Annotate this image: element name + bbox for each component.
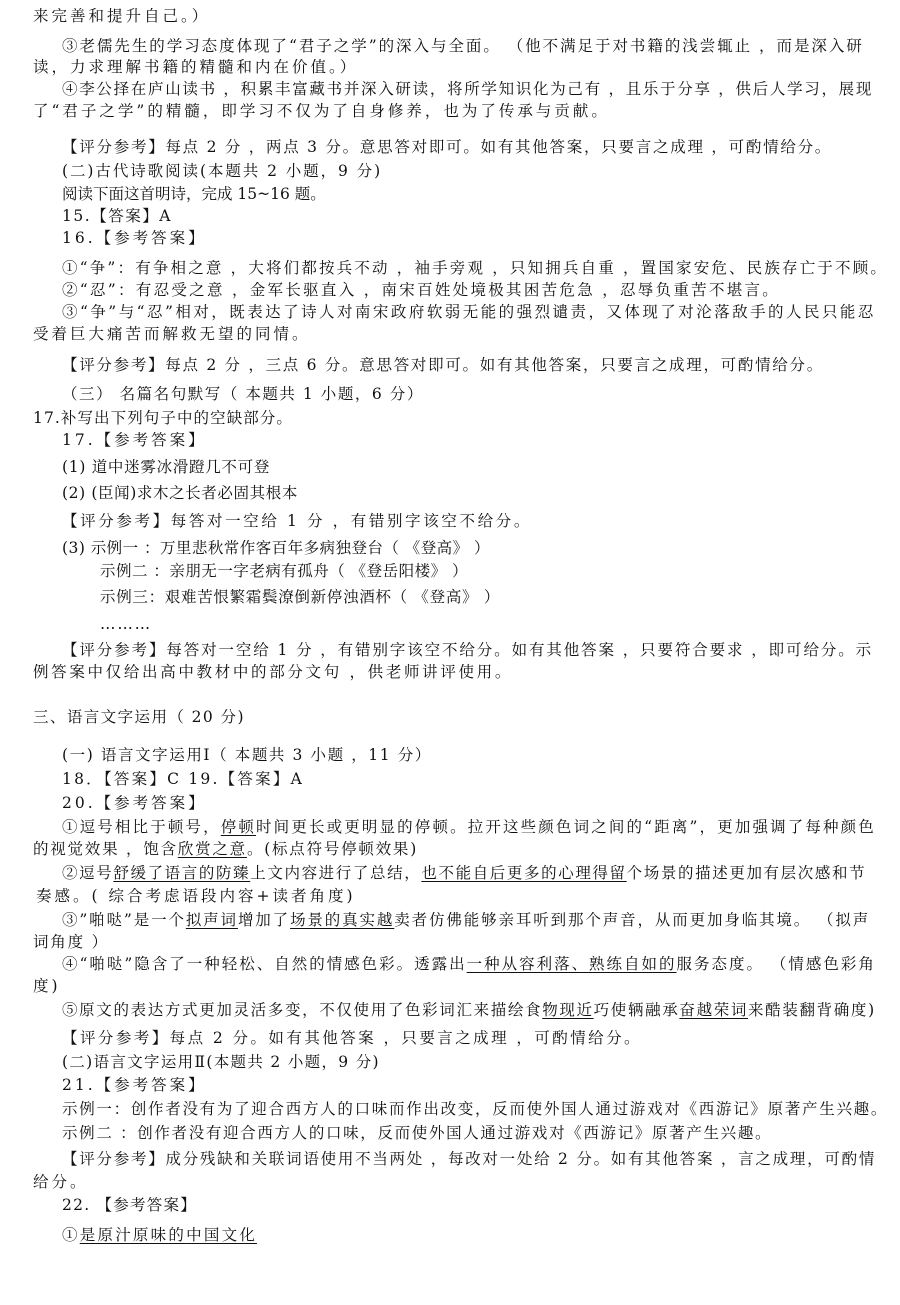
text-line [62,1123,772,1143]
text-segment: 20.【参考答案】 [62,794,207,812]
text-segment: 。(标点符号停顿效果) [246,840,419,858]
text-line [33,839,418,859]
text-segment: ①逗号相比于顿号， [62,818,221,836]
text-line [62,258,888,278]
text-segment: ④“啪哒”隐含了一种轻松、自然的情感色彩。透露出 [62,955,467,973]
text-segment: 受着巨大痛苦而解救无望的同情。 [33,325,311,343]
text-segment: 22. 【参考答案】 [62,1196,197,1214]
text-line [33,324,311,344]
underlined-text: 一种从容利落、熟练自如的 [466,955,677,973]
underlined-text: 拟声词 [185,911,238,929]
text-segment: 示例二 ：创作者没有迎合西方人的口味，反而使外国人通过游戏对《西游记》原著产生兴趣。 [62,1124,773,1142]
text-line [33,932,109,952]
text-segment: 17.补写出下列句子中的空缺部分。 [33,409,294,427]
text-segment: （三） 名篇名句默写（ 本题共 1 小题，6 分） [62,385,424,403]
text-segment: (1) 道中迷雾冰滑蹬几不可登 [62,458,271,476]
text-line [62,1052,380,1072]
text-segment: 三、语言文字运用（ 20 分) [33,708,245,726]
text-segment: 服务态度。 （情感色彩角 [676,955,876,973]
underlined-text: 中国文化 [186,1226,258,1244]
text-line [33,408,293,428]
text-line [62,1099,888,1119]
text-segment: 【评分参考】每点 2 分 ，两点 3 分。意思答对即可。如有其他答案，只要言之成理 ，可酌情给分。 [62,138,833,156]
text-segment: 时间更长或更明显的停顿。拉开这些颜色词之间的“距离”，更加强调了每种颜色 [256,818,876,836]
text-segment: 奏感。( 综合考虑语段内容+读者角度) [36,887,356,905]
text-segment: ……… [100,615,152,633]
text-segment: 度) [33,977,61,995]
underlined-text: 也不能自后更多的心理得留 [421,864,627,882]
text-line [100,614,152,634]
underlined-text: 场景的真实越 [290,911,395,929]
text-line [62,457,270,477]
text-line [62,384,424,404]
text-line [62,184,326,204]
text-line [62,483,298,503]
text-line [33,6,210,26]
text-segment: 词角度 ） [33,933,109,951]
text-line [62,1225,257,1245]
text-segment: (二)古代诗歌阅读(本题共 2 小题，9 分) [62,162,383,180]
text-line [62,79,873,99]
text-line [62,1149,876,1169]
text-segment: 18．【答案】C 19.【答案】A [62,770,305,788]
text-segment: (2) (臣闻)求木之长者必固其根本 [62,484,298,502]
text-segment: 卖者仿佛能够亲耳听到那个声音，从而更加身临其境。 （拟声 [394,911,871,929]
text-line [100,587,500,607]
text-segment: ②“忍”：有忍受之意 ，金军长驱直入 ，南宋百姓处境极其困苦危急 ，忍辱负重苦不堪言。 [62,281,781,299]
text-segment: 【评分参考】每答对一空给 1 分 ，有错别字该空不给分。如有其他答案 ，只要符合要求 ，即可给分。示 [62,641,873,659]
underlined-text: 舒缓了语言的防臻 [113,864,251,882]
text-segment: (3) 示例一 ：万里悲秋常作客百年多病独登台（ 《登高》 ） [62,539,490,557]
text-line [62,206,172,226]
text-line [62,280,780,300]
text-segment: 17.【参考答案】 [62,431,207,449]
underlined-text: 欣赏之意 [177,840,247,858]
text-line [62,640,873,660]
text-segment: 例答案中仅给出高中教材中的部分文句 ，供老师讲评使用。 [33,663,514,681]
text-segment: 15.【答案】A [62,207,173,225]
text-segment: 示例二 ：亲朋无一字老病有孤舟（ 《登岳阳楼》 ） [100,562,469,580]
text-segment: ②逗号 [62,864,114,882]
text-line [33,976,61,996]
text-line [62,137,832,157]
text-line [62,910,870,930]
text-segment: 21.【参考答案】 [62,1076,207,1094]
text-line [36,886,356,906]
text-segment: 【评分参考】每点 2 分 ，三点 6 分。意思答对即可。如有其他答案，只要言之成理，可酌情给分。 [62,356,824,374]
text-segment: 上文内容进行了总结， [250,864,422,882]
text-segment: 个场景的描述更加有层次感和节 [626,864,867,882]
text-segment: ⑤原文的表达方式更加灵活多变，不仅使用了色彩词汇来描绘食 [62,1001,543,1019]
text-line [62,302,876,322]
text-line [62,511,532,531]
text-segment: 【评分参考】每答对一空给 1 分 ，有错别字该空不给分。 [62,512,533,530]
text-segment: ①“争”：有争相之意 ，大将们都按兵不动 ，袖手旁观 ，只知拥兵自重 ，置国家安危、民族存亡于不顾。 [62,259,889,277]
text-segment: 【评分参考】成分残缺和关联词语使用不当两处 ，每改对一处给 2 分。如有其他答案 ，言之成理，可酌情 [62,1150,877,1168]
text-line [62,355,824,375]
text-line [33,101,610,121]
text-line [62,430,207,450]
text-segment: ③老儒先生的学习态度体现了“君子之学”的深入与全面。 （他不满足于对书籍的浅尝辄止 ，而是深入研 [62,37,864,55]
text-line [62,161,382,181]
underlined-text: 奋越荣词 [679,1001,749,1019]
text-segment: 来酷装翻背确度) [748,1001,876,1019]
text-line [62,1075,207,1095]
text-line [33,57,358,77]
text-segment: 16.【参考答案】 [62,229,207,247]
text-segment: 读，力求理解书籍的精髓和内在价值。） [33,58,359,76]
text-line [100,561,468,581]
text-segment: 示例三：艰难苦恨繁霜鬓潦倒新停浊酒杯（ 《登高》 ） [100,588,501,606]
text-segment: ① [62,1226,80,1244]
text-line [33,707,245,727]
underlined-text: 物现近 [542,1001,594,1019]
text-segment: 来完善和提升自己。） [33,7,211,25]
text-segment: 了“君子之学”的精髓，即学习不仅为了自身修养，也为了传承与贡献。 [33,102,610,120]
text-segment: 示例一：创作者没有为了迎合西方人的口味而作出改变，反而使外国人通过游戏对《西游记》原著产生兴趣。 [62,1100,889,1118]
text-line [62,745,432,765]
text-line [62,538,490,558]
text-line [33,662,513,682]
text-segment: 增加了 [237,911,291,929]
underlined-text: 是原汁原味的 [79,1226,187,1244]
text-line [62,1028,642,1048]
text-line [62,228,207,248]
text-line [33,1172,89,1192]
underlined-text: 停顿 [220,818,257,836]
text-segment: ③“争”与“忍”相对，既表达了诗人对南宋政府软弱无能的强烈谴责，又体现了对沦落敌手的人民只能忍 [62,303,876,321]
text-line [62,954,876,974]
text-segment: 阅读下面这首明诗，完成 15~16 题。 [62,185,326,203]
text-segment: 的视觉效果 ，饱含 [33,840,178,858]
text-segment: (二)语言文字运用Ⅱ(本题共 2 小题，9 分) [62,1053,380,1071]
text-segment: 给分。 [33,1173,89,1191]
text-line [62,1000,876,1020]
text-segment: 巧使辆融承 [593,1001,680,1019]
text-line [62,1195,197,1215]
text-segment: ③”啪哒”是一个 [62,911,186,929]
text-segment: (一) 语言文字运用Ⅰ（ 本题共 3 小题 ，11 分） [62,746,432,764]
text-line [62,817,876,837]
text-line [62,769,304,789]
text-line [62,793,207,813]
text-segment: 【评分参考】每点 2 分。如有其他答案 ，只要言之成理 ，可酌情给分。 [62,1029,642,1047]
text-line [62,863,866,883]
text-line [62,36,864,56]
text-segment: ④李公择在庐山读书 ，积累丰富藏书并深入研读，将所学知识化为己有 ，且乐于分享 ，供后人学习，展现 [62,80,874,98]
